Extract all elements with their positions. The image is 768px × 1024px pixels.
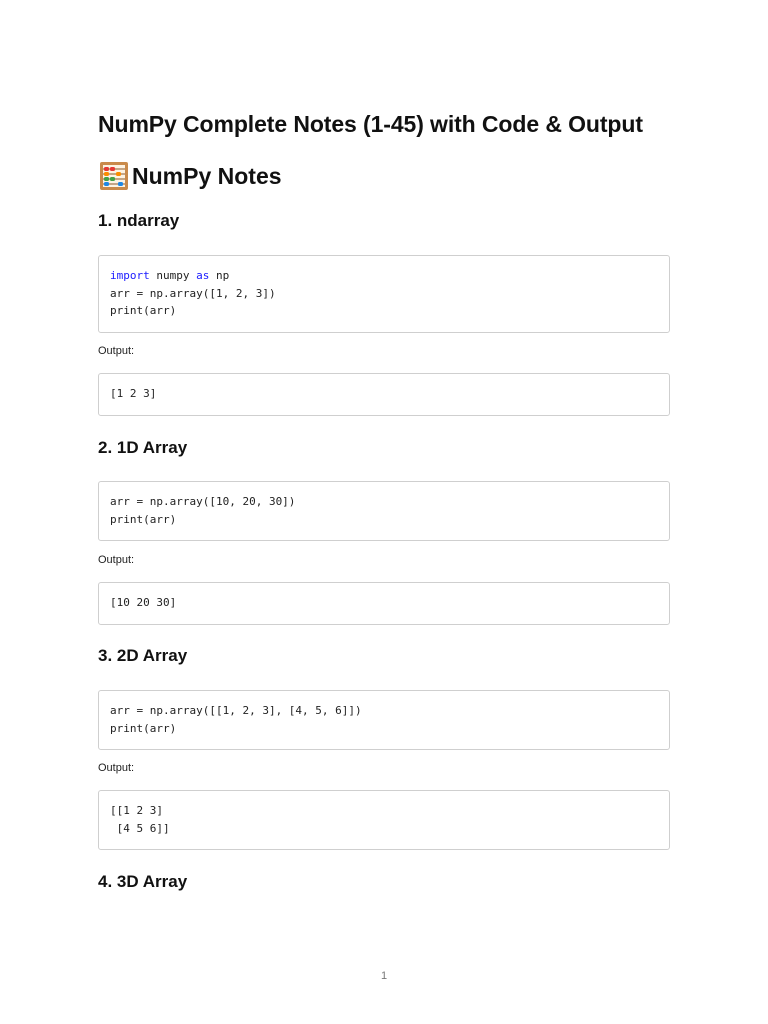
output-label: Output: [98,345,135,357]
output-text: [[1 2 3] [4 5 6]] [110,804,170,835]
section-title: 4. 3D Array [98,872,188,891]
code-keyword: import [110,269,150,282]
output-block [98,582,670,625]
abacus-icon [98,160,130,192]
page-number: 1 [380,970,388,982]
code-block [98,255,670,333]
output-block [98,790,670,850]
output-label: Output: [98,762,135,774]
notes-heading-label: NumPy Notes [132,162,282,189]
output-label: Output: [98,554,135,566]
code-block [98,481,670,541]
section-title: 3. 2D Array [98,646,188,665]
output-text: [10 20 30] [110,596,177,609]
code-text: import numpy as np arr = np.array([1, 2, 3]) print(arr) [110,269,276,317]
code-block [98,690,670,750]
code-text: arr = np.array([[1, 2, 3], [4, 5, 6]]) print(arr) [110,704,362,735]
document-title: NumPy Complete Notes (1-45) with Code & Output [98,111,643,137]
code-text: arr = np.array([10, 20, 30]) print(arr) [110,495,296,526]
notes-heading [98,160,282,192]
code-keyword: as [196,269,210,282]
section-title: 1. ndarray [98,211,180,230]
section-title: 2. 1D Array [98,438,188,457]
output-text: [1 2 3] [110,387,157,400]
output-block [98,373,670,416]
